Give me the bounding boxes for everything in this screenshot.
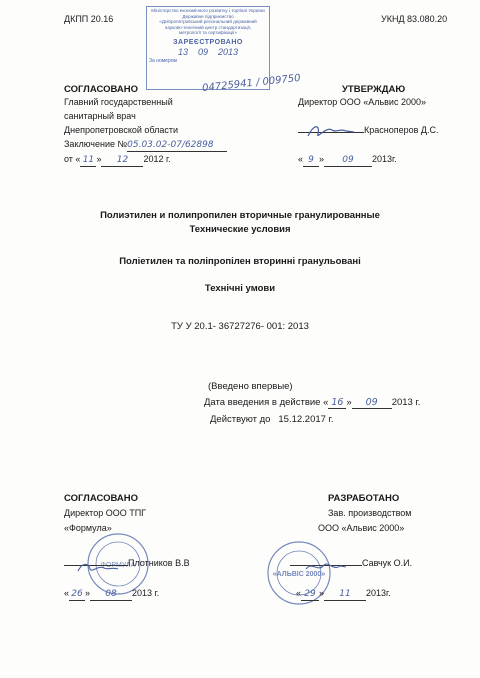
stamp-line: науково-технічний центр стандартизації,: [164, 24, 252, 30]
top-right-heading: УТВЕРЖДАЮ: [342, 84, 406, 95]
top-left-date: от « 11 » 12 2012 г.: [64, 154, 171, 165]
top-right-sign-line: Красноперов Д.С.: [298, 125, 439, 136]
top-right-line1: Директор ООО «Альвис 2000»: [298, 97, 426, 107]
bottom-right-sign-line: Савчук О.И.: [290, 558, 412, 569]
stamp-reg-prefix: За номером: [149, 57, 177, 64]
signature-icon: [76, 559, 120, 575]
signature-icon: [304, 559, 348, 575]
bottom-right-line1: Зав. производством: [328, 508, 412, 518]
conclusion-number: 05.03.02-07/62898: [127, 140, 227, 152]
top-left-line2: санитарный врач: [64, 111, 136, 121]
top-left-heading: СОГЛАСОВАНО: [64, 84, 138, 95]
title-ru-line2: Технические условия: [189, 224, 291, 235]
valid-until: Действуют до 15.12.2017 г.: [210, 414, 334, 425]
top-left-line1: Главний государственный: [64, 97, 173, 107]
bottom-left-line2: «Формула»: [64, 523, 112, 533]
intro-date: Дата введения в действие « 16 » 09 2013 г.: [204, 397, 421, 408]
formula-stamp-text: ФОРМУЛА: [100, 562, 136, 569]
stamp-line: «Дніпропетровський регіональний державний: [159, 19, 257, 25]
stamp-reg-number: 04725941 / 009750: [201, 72, 302, 95]
dkpp-code: ДКПП 20.16: [64, 14, 114, 24]
bottom-left-line1: Директор ООО ТПГ: [64, 508, 147, 518]
top-right-date: « 9 » 09 2013г.: [298, 154, 397, 165]
top-left-conclusion: Заключение №05.03.02-07/62898: [64, 139, 227, 152]
title-ua-line1: Поліетилен та поліпропілен вторинні гранульовані: [119, 256, 361, 267]
title-ru-line1: Полиэтилен и полипропилен вторичные гранулированные: [100, 210, 380, 221]
alvis-stamp-text: «АЛЬВІС 2000»: [272, 571, 326, 578]
first-time-note: (Введено впервые): [208, 381, 293, 392]
tu-number: ТУ У 20.1- 36727276- 001: 2013: [171, 321, 309, 332]
stamp-line: Державне підприємство: [182, 13, 234, 19]
bottom-left-sign-line: Плотников В.В: [64, 558, 190, 569]
stamp-line: Міністерство економічного розвитку і торгівлі України: [151, 8, 265, 13]
stamp-line: метрології та сертифікації»: [178, 30, 238, 36]
bottom-right-date: « 29 » 11 2013г.: [296, 588, 391, 599]
stamp-registered: ЗАРЕЄСТРОВАНО: [173, 38, 243, 46]
stamp-date: 13 09 2013: [177, 46, 239, 57]
bottom-left-heading: СОГЛАСОВАНО: [64, 493, 138, 504]
bottom-right-line2: ООО «Альвис 2000»: [318, 523, 405, 533]
uknd-code: УКНД 83.080.20: [381, 14, 448, 24]
title-ua-line2: Технічні умови: [204, 283, 276, 294]
top-left-line3: Днепропетровской области: [64, 125, 179, 135]
signature-icon: [306, 122, 356, 142]
bottom-left-date: « 26 » 08 2013 г.: [64, 588, 160, 599]
bottom-right-heading: РАЗРАБОТАНО: [328, 493, 400, 504]
